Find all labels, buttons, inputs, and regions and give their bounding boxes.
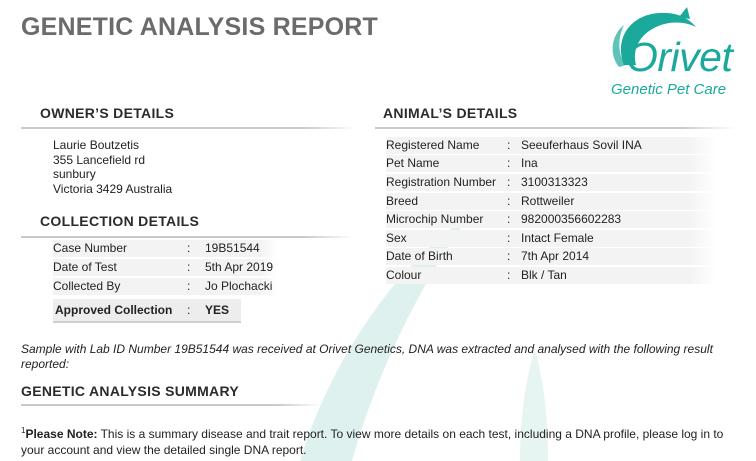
footnote-marker: 1 [21,426,26,435]
owner-details-heading: OWNER’S DETAILS [40,105,175,121]
owner-name: Laurie Boutzetis [53,138,140,152]
colon-separator: : [507,231,511,245]
colon-separator: : [507,249,511,263]
animal-value: Rottweiler [521,194,575,208]
colon-separator: : [187,303,191,317]
approved-collection-value: YES [205,303,230,317]
animal-row [386,174,716,191]
colon-separator: : [187,241,191,255]
animal-label: Sex [386,231,407,245]
colon-separator: : [507,156,511,170]
animal-row [386,248,716,265]
colon-separator: : [507,194,511,208]
animal-label: Date of Birth [386,249,453,263]
collection-label: Collected By [53,279,121,293]
owner-heading-divider [21,127,354,129]
animal-label: Pet Name [386,156,440,170]
animal-value: Ina [521,156,538,170]
please-note-paragraph [21,423,745,458]
animal-heading-divider [375,127,735,129]
genetic-analysis-summary-heading: GENETIC ANALYSIS SUMMARY [21,383,239,399]
animal-label: Breed [386,194,419,208]
animal-label: Colour [386,268,422,282]
logo-tagline: Genetic Pet Care [611,81,727,98]
collection-value: 5th Apr 2019 [205,260,274,274]
animal-row [386,230,716,247]
collection-value: Jo Plochacki [205,279,273,293]
animal-value: 982000356602283 [521,212,622,226]
collection-row [53,240,278,257]
logo-wordmark: Orivet [626,34,733,80]
owner-address-line: Victoria 3429 Australia [53,182,173,196]
colon-separator: : [507,268,511,282]
collection-row [53,278,278,295]
collection-heading-divider [21,236,354,238]
animal-row [386,211,716,228]
note-bold-prefix: Please Note: [25,427,98,441]
animal-details-heading: ANIMAL’S DETAILS [383,105,518,121]
colon-separator: : [507,138,511,152]
collection-row [53,259,278,276]
animal-label: Registration Number [386,175,497,189]
animal-label: Microchip Number [386,212,484,226]
report-title: GENETIC ANALYSIS REPORT [21,13,378,41]
collection-details-heading: COLLECTION DETAILS [40,213,200,229]
collection-label: Date of Test [53,260,117,274]
animal-row [386,267,716,284]
colon-separator: : [507,212,511,226]
collection-label: Case Number [53,241,128,255]
collection-value: 19B51544 [205,241,260,255]
owner-address-line: 355 Lancefield rd [53,153,146,167]
animal-value: Blk / Tan [521,268,567,282]
summary-heading-divider [21,404,321,406]
approved-collection-row [55,302,280,319]
note-body: This is a summary disease and trait report. To view more details on each test, including a DNA profile, please log in to your account and view the detailed single DNA report. [21,427,724,457]
animal-row [386,193,716,210]
colon-separator: : [507,175,511,189]
animal-value: Intact Female [521,231,594,245]
colon-separator: : [187,279,191,293]
animal-row [386,137,716,154]
sample-statement: Sample with Lab ID Number 19B51544 was received at Orivet Genetics, DNA was extracted and analysed with the following result reported: [21,342,713,371]
animal-value: Seeuferhaus Sovil INA [521,138,642,152]
colon-separator: : [187,260,191,274]
animal-value: 7th Apr 2014 [521,249,590,263]
animal-row [386,155,716,172]
collection-label: Approved Collection [55,303,173,317]
owner-address-line: sunbury [53,167,96,181]
animal-label: Registered Name [386,138,480,152]
animal-value: 3100313323 [521,175,588,189]
